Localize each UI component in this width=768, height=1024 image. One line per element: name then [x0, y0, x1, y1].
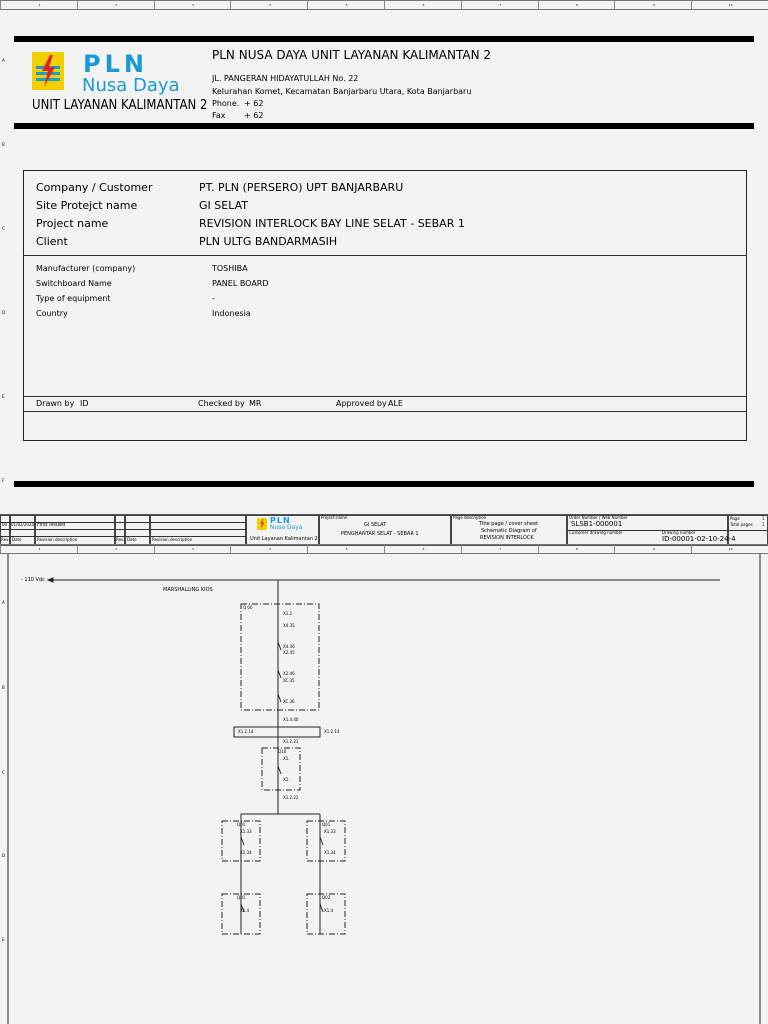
- ruler-cell: 2: [77, 545, 155, 553]
- ruler-cell: 4: [230, 545, 308, 553]
- ruler-cell: 8: [538, 1, 616, 9]
- tb-date-col-label: Date: [12, 537, 22, 542]
- mid-term-2: X1.: [283, 756, 290, 761]
- tb-project-name-label: Project name: [321, 515, 348, 520]
- left-lower-term-1: X1.4: [240, 908, 250, 913]
- tb-rev2-col-label: Rev.: [116, 537, 125, 542]
- drawn-by-label: Drawn by: [36, 399, 75, 408]
- header-top-bar: [14, 36, 754, 42]
- tb-rev-value: 00: [2, 522, 8, 527]
- side-letter-d-2: D: [2, 853, 6, 858]
- tb-date-value: 01/02/2024: [11, 522, 35, 527]
- approved-by-label: Approved by: [336, 399, 387, 408]
- ruler-cell: 10: [691, 1, 768, 9]
- left-upper-term-1: X1.33: [240, 829, 252, 834]
- supply-label: - 110 Vdc: [21, 577, 45, 583]
- top-box-term-6: XC.35: [283, 678, 295, 683]
- footer-bar: [14, 481, 754, 487]
- tb-logo-pln: PLN: [270, 516, 291, 525]
- ruler-cell: 8: [538, 545, 616, 553]
- logo-pln-text: PLN: [83, 50, 148, 78]
- side-letter-a-2: A: [2, 600, 5, 605]
- checked-by-value: MR: [249, 399, 262, 408]
- tb-unit: Unit Layanan Kalimantan 2: [250, 536, 318, 542]
- ruler-cell: 6: [384, 1, 462, 9]
- right-upper-term-2: X1.34: [324, 850, 336, 855]
- address-line-1: JL. PANGERAN HIDAYATULLAH No. 22: [212, 74, 359, 83]
- schematic-diagram: [0, 554, 768, 1024]
- tb-customer-drawing-label: Customer drawing number: [569, 530, 623, 535]
- top-box-term-5: X2.46: [283, 671, 295, 676]
- pln-logo-icon: [32, 52, 64, 90]
- ruler-cell: 5: [307, 1, 385, 9]
- top-box-device: Q 00: [243, 605, 253, 610]
- tb-page-desc-label: Page description: [453, 515, 487, 520]
- approved-by-value: ALE: [388, 399, 403, 408]
- side-letter-a: A: [2, 58, 5, 63]
- top-box-term-7: XC.36: [283, 699, 295, 704]
- side-letter-f: F: [2, 478, 5, 483]
- side-letter-e-2: E: [2, 937, 5, 942]
- junction-right-term: X1.2.14: [324, 729, 340, 734]
- ruler-cell: 6: [384, 545, 462, 553]
- org-title: PLN NUSA DAYA UNIT LAYANAN KALIMANTAN 2: [212, 48, 491, 62]
- title-block: [0, 514, 768, 546]
- tb-page-desc-2: Schematic Diagram of: [481, 528, 537, 534]
- tb-logo-icon: [257, 518, 267, 530]
- left-lower-device: Q01: [237, 895, 246, 900]
- tb-drawing-value: ID-00001-02-10-24-4: [662, 535, 736, 543]
- address-line-2: Kelurahan Komet, Kecamatan Banjarbaru Utara, Kota Banjarbaru: [212, 87, 472, 96]
- side-letter-b-2: B: [2, 685, 5, 690]
- tb-rev-row-line-2: [0, 529, 246, 530]
- checked-by-label: Checked by: [198, 399, 245, 408]
- top-box-term-2: X4.35: [283, 623, 295, 628]
- ruler-cell: 1: [0, 545, 78, 553]
- mid-term-4: X1.2.22: [283, 795, 299, 800]
- site-value: GI SELAT: [199, 199, 248, 212]
- tb-order-value: SLSB1-000001: [571, 520, 623, 528]
- country-value: Indonesia: [212, 309, 251, 318]
- left-upper-term-2: X1.34: [240, 850, 252, 855]
- junction-top-term: X1.4.40: [283, 717, 299, 722]
- project-name-value: REVISION INTERLOCK BAY LINE SELAT - SEBAR 1: [199, 217, 465, 230]
- tb-total-value: 1: [762, 522, 765, 527]
- ruler-cell: 3: [154, 545, 232, 553]
- tb-desc2-col-label: Revision description: [152, 537, 193, 542]
- tb-desc-col-label: Revision description: [37, 537, 78, 542]
- manufacturer-value: TOSHIBA: [212, 264, 248, 273]
- pln-logo: [32, 52, 64, 90]
- bottom-ruler: [0, 544, 768, 554]
- top-box-term-3: X4.36: [283, 644, 295, 649]
- phone-value: + 62: [244, 99, 264, 108]
- tb-page-desc-1: Title page / cover sheet: [479, 521, 539, 527]
- tb-rev-col-label: Rev.: [1, 537, 10, 542]
- unit-label: UNIT LAYANAN KALIMANTAN 2: [32, 98, 208, 113]
- fax-label: Fax: [212, 111, 226, 120]
- tb-page-desc-3: REVISION INTERLOCK: [480, 535, 534, 541]
- mid-device: Q10: [278, 749, 287, 754]
- company-value: PT. PLN (PERSERO) UPT BANJARBARU: [199, 181, 404, 194]
- tb-rev-desc-value: First Issued: [37, 522, 66, 528]
- ruler-cell: 1: [0, 1, 78, 9]
- site-label: Site Protejct name: [36, 199, 138, 212]
- tb-project-line-2: PENGHANTAR SELAT - SEBAR 1: [341, 531, 419, 537]
- schematic-title: MARSHALLING KIOS: [163, 587, 213, 593]
- side-letter-e: E: [2, 394, 5, 399]
- drawn-by-value: ID: [80, 399, 89, 408]
- right-lower-term-1: X1.4: [324, 908, 334, 913]
- right-upper-device: Q01: [322, 822, 331, 827]
- mid-term-3: X1.: [283, 777, 290, 782]
- ruler-cell: 10: [691, 545, 768, 553]
- project-name-label: Project name: [36, 217, 109, 230]
- manufacturer-label: Manufacturer (company): [36, 264, 136, 273]
- tb-page-value: 1: [762, 516, 765, 521]
- equipment-type-value: -: [212, 294, 215, 303]
- tb-date2-col-label: Date: [127, 537, 137, 542]
- top-box-term-4: X2.45: [283, 650, 295, 655]
- client-value: PLN ULTG BANDARMASIH: [199, 235, 338, 248]
- top-box-term-1: X1.2: [283, 611, 293, 616]
- client-label: Client: [36, 235, 68, 248]
- phone-label: Phone.: [212, 99, 240, 108]
- equipment-type-label: Type of equipment: [36, 294, 111, 303]
- tb-page-label: Page: [730, 516, 740, 521]
- tb-drawing-label: Drawing number: [662, 530, 696, 535]
- switchboard-value: PANEL BOARD: [212, 279, 269, 288]
- tb-total-label: Total pages: [730, 522, 753, 527]
- ruler-cell: 9: [614, 1, 692, 9]
- ruler-cell: 3: [154, 1, 232, 9]
- company-label: Company / Customer: [36, 181, 153, 194]
- tb-order-label: Order Number / Web Number: [569, 515, 628, 520]
- header-bottom-bar: [14, 123, 754, 129]
- ruler-cell: 9: [614, 545, 692, 553]
- left-upper-device: Q01: [237, 822, 246, 827]
- junction-left-term: X1.2.14: [238, 729, 254, 734]
- ruler-cell: 2: [77, 1, 155, 9]
- fax-value: + 62: [244, 111, 264, 120]
- switchboard-label: Switchboard Name: [36, 279, 112, 288]
- tb-logo-sub: Nusa Daya: [270, 524, 303, 531]
- project-divider: [23, 255, 747, 256]
- ruler-cell: 4: [230, 1, 308, 9]
- signature-divider-bottom: [23, 411, 747, 412]
- logo-sub-text: Nusa Daya: [82, 75, 180, 96]
- country-label: Country: [36, 309, 68, 318]
- right-upper-term-1: X1.33: [324, 829, 336, 834]
- mid-term-1: X1.2.21: [283, 739, 299, 744]
- side-letter-c-2: C: [2, 770, 5, 775]
- side-letter-d: D: [2, 310, 6, 315]
- ruler-cell: 7: [461, 1, 539, 9]
- ruler-cell: 5: [307, 545, 385, 553]
- ruler-cell: 7: [461, 545, 539, 553]
- signature-divider-top: [23, 396, 747, 397]
- tb-project-line-1: GI SELAT: [364, 522, 387, 528]
- right-lower-device: Q02: [322, 895, 331, 900]
- top-ruler: [0, 0, 768, 10]
- side-letter-b: B: [2, 142, 5, 147]
- side-letter-c: C: [2, 226, 5, 231]
